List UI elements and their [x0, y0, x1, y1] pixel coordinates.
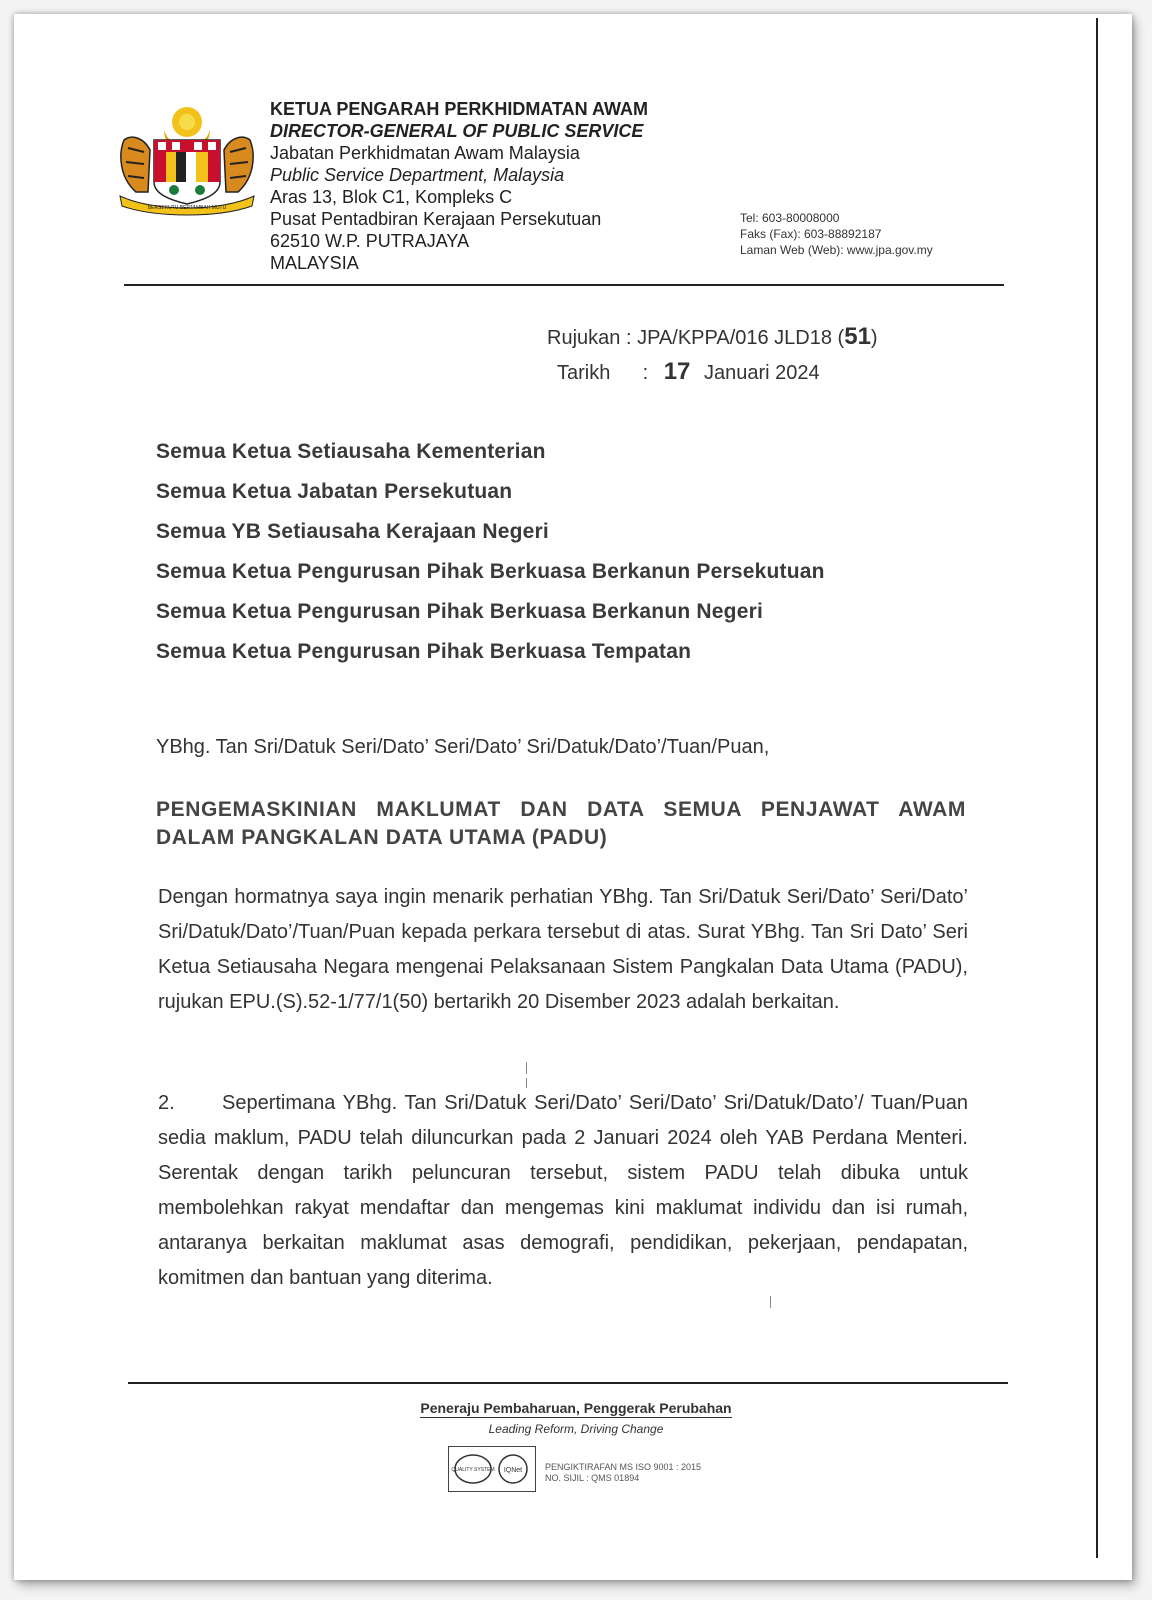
address-line: 62510 W.P. PUTRAJAYA	[270, 231, 470, 251]
date-label: Tarikh	[557, 362, 611, 384]
header-divider	[124, 284, 1004, 286]
date-handwritten-day: 17	[663, 358, 691, 385]
footer-divider	[128, 1382, 1008, 1384]
cert-line-2: NO. SIJIL : QMS 01894	[545, 1473, 640, 1483]
paragraph-1: Dengan hormatnya saya ingin menarik perhatian YBhg. Tan Sri/Datuk Seri/Dato’ Seri/Dato’ Sri/Datuk/Dato’/Tuan/Puan kepada perkara tersebut di atas. Surat YBhg. Tan Sri Dato’ Seri Ketua Setiausaha Negara mengenai Pelaksanaan Sistem Pangkalan Data Utama (PADU), rujukan EPU.(S).52-1/77/1(50) bertarikh 20 Disember 2023 adalah berkaitan.	[158, 886, 968, 1013]
date-month-year: Januari 2024	[703, 362, 820, 384]
footer-motto-en: Leading Reform, Driving Change	[488, 1422, 664, 1436]
page-edge-line	[1096, 18, 1098, 1558]
contact-fax: Faks (Fax): 603-88892187	[740, 227, 882, 241]
recipient-list	[156, 432, 825, 672]
scan-mark	[526, 1078, 527, 1088]
recipient-item: Semua Ketua Pengurusan Pihak Berkuasa Berkanun Persekutuan	[156, 560, 825, 583]
salutation: YBhg. Tan Sri/Datuk Seri/Dato’ Seri/Dato’ Sri/Datuk/Dato’/Tuan/Puan,	[156, 736, 770, 758]
letterhead-title-en: DIRECTOR-GENERAL OF PUBLIC SERVICE	[270, 121, 644, 141]
recipient-item: Semua YB Setiausaha Kerajaan Negeri	[156, 520, 549, 543]
recipient-item: Semua Ketua Pengurusan Pihak Berkuasa Tempatan	[156, 640, 692, 663]
recipient-item: Semua Ketua Pengurusan Pihak Berkuasa Berkanun Negeri	[156, 600, 763, 623]
reference-label: Rujukan	[547, 327, 621, 349]
footer-motto-ms-text: Peneraju Pembaharuan, Penggerak Perubahan	[420, 1400, 732, 1416]
iqnet-badge: IQNet	[503, 1467, 523, 1474]
scan-mark	[526, 1062, 527, 1074]
quality-system-badge: QUALITY SYSTEM	[451, 1467, 495, 1473]
reference-line	[547, 320, 878, 355]
recipient-item: Semua Ketua Jabatan Persekutuan	[156, 480, 513, 503]
letterhead-dept-ms: Jabatan Perkhidmatan Awam Malaysia	[270, 143, 580, 163]
paragraph-2-text: Sepertimana YBhg. Tan Sri/Datuk Seri/Dato’ Seri/Dato’ Sri/Datuk/Dato’/ Tuan/Puan sedia maklum, PADU telah diluncurkan pada 2 Januari 2024 oleh YAB Perdana Menteri. Serentak dengan tarikh peluncuran tersebut, sistem PADU telah dibuka untuk membolehkan rakyat mendaftar dan mengemas kini maklumat individu dan isi rumah, antaranya berkaitan maklumat asas demografi, pendidikan, pekerjaan, pendapatan, komitmen dan bantuan yang diterima.	[158, 1092, 968, 1289]
paragraph-2	[158, 1086, 968, 1296]
letter-subject: PENGEMASKINIAN MAKLUMAT DAN DATA SEMUA PENJAWAT AWAM DALAM PANGKALAN DATA UTAMA (PADU)	[156, 798, 966, 849]
contact-block	[740, 210, 933, 258]
address-line: Pusat Pentadbiran Kerajaan Persekutuan	[270, 209, 602, 229]
cert-line-1: PENGIKTIRAFAN MS ISO 9001 : 2015	[545, 1462, 702, 1472]
reference-close: )	[870, 327, 878, 349]
certification-text	[545, 1462, 701, 1484]
paragraph-number: 2.	[158, 1092, 175, 1114]
scan-mark	[770, 1296, 771, 1308]
reference-handwritten-number: 51	[844, 323, 871, 350]
contact-tel: Tel: 603-80008000	[740, 211, 840, 225]
address-line: MALAYSIA	[270, 253, 359, 273]
malaysia-crest-logo	[114, 100, 260, 216]
contact-web: Laman Web (Web): www.jpa.gov.my	[740, 243, 933, 257]
date-colon: :	[642, 362, 649, 384]
date-line	[547, 355, 878, 390]
letterhead	[270, 98, 648, 274]
letterhead-dept-en: Public Service Department, Malaysia	[270, 165, 565, 185]
certification-logos	[448, 1446, 536, 1492]
reference-value: : JPA/KPPA/016 JLD18 (	[625, 327, 845, 349]
address-line: Aras 13, Blok C1, Kompleks C	[270, 187, 513, 207]
letterhead-title-ms: KETUA PENGARAH PERKHIDMATAN AWAM	[270, 99, 648, 119]
crest-motto: BERSEKUTU BERTAMBAH MUTU	[147, 205, 227, 211]
footer-motto-ms	[0, 1400, 1152, 1416]
recipient-item: Semua Ketua Setiausaha Kementerian	[156, 440, 546, 463]
certification-badges	[449, 1447, 535, 1491]
reference-block	[547, 320, 878, 390]
